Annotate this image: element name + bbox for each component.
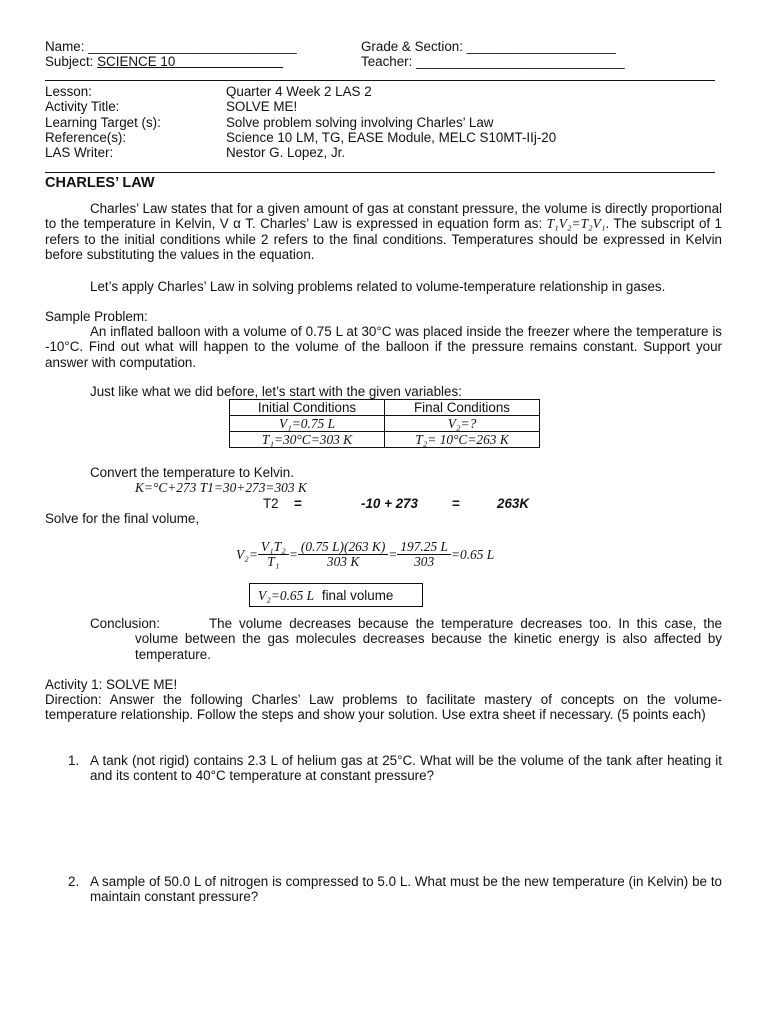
kelvin-conversion-formula: K=°C+273 T1=30+273=303 K	[135, 480, 307, 495]
name-row	[45, 39, 297, 54]
intro-lead: Charles’ Law states that for a given amount of gas at constant pressure, the volume is directly proportional to the temperature in Kelvin, V α T. Charles’ Law is expressed in equation form as:	[45, 201, 722, 232]
table-header: Initial Conditions	[230, 400, 385, 416]
table-row	[230, 416, 540, 432]
solve-label: Solve for the final volume,	[45, 511, 200, 526]
info-label-writer: LAS Writer:	[45, 145, 114, 160]
teacher-label: Teacher:	[361, 54, 413, 69]
conclusion-label: Conclusion:	[90, 616, 160, 631]
convert-label: Convert the temperature to Kelvin.	[90, 465, 294, 480]
activity-item-2: A sample of 50.0 L of nitrogen is compressed to 5.0 L. What must be the new temperature (in Kelvin) be to maintain constant pressure?	[90, 874, 722, 905]
item-number: 1.	[68, 753, 80, 768]
t2-equals-1: =	[294, 496, 302, 511]
intro-tail: . The subscript of 1 refers to the initial conditions while 2 refers to the final conditions. Temperatures should be expressed in Kelvin before substituting the values in the equation.	[45, 216, 722, 263]
equation-equals: =	[288, 546, 298, 562]
table-row	[230, 432, 540, 448]
subject-row	[45, 54, 283, 69]
info-value-target: Solve problem solving involving Charles’ Law	[226, 115, 494, 130]
info-label-activity: Activity Title:	[45, 99, 120, 114]
given-intro: Just like what we did before, let’s start with the given variables:	[90, 384, 462, 399]
equation-result: =0.65 L	[450, 546, 495, 562]
fraction-substituted	[298, 540, 388, 569]
info-divider	[45, 172, 715, 173]
t2-label: T2	[263, 496, 279, 511]
table-cell: V₁=0.75 L	[230, 416, 385, 432]
fraction-numerator: 197.25 L	[397, 540, 451, 555]
grade-blank[interactable]: ____________________	[466, 39, 616, 54]
equation-lhs: V₂=	[236, 546, 258, 562]
subject-value: SCIENCE 10	[97, 54, 176, 69]
final-volume-value: V₂=0.65 L	[258, 588, 315, 603]
sample-label: Sample Problem:	[45, 309, 148, 324]
info-value-lesson: Quarter 4 Week 2 LAS 2	[226, 84, 372, 99]
fraction-denominator: 303 K	[326, 554, 360, 569]
final-volume-box	[249, 583, 423, 607]
grade-row	[361, 39, 616, 54]
t2-result: 263K	[497, 496, 530, 511]
fraction-numerator: (0.75 L)(263 K)	[298, 540, 388, 555]
apply-paragraph: Let’s apply Charles’ Law in solving problems related to volume-temperature relationship in gases.	[90, 279, 666, 294]
info-value-activity: SOLVE ME!	[226, 99, 298, 114]
info-label-lesson: Lesson:	[45, 84, 92, 99]
fraction-denominator: T₁	[267, 554, 280, 569]
teacher-row	[361, 54, 625, 69]
name-blank[interactable]: ____________________________	[88, 39, 297, 54]
teacher-blank[interactable]: ____________________________	[416, 54, 625, 69]
table-header: Final Conditions	[385, 400, 540, 416]
activity-direction: Direction: Answer the following Charles’ Law problems to facilitate mastery of concepts on the volume-temperature relationship. Follow the steps and show your solution. Use extra sheet if necessary. (5 points each)	[45, 692, 722, 723]
item-number: 2.	[68, 874, 80, 889]
section-heading: CHARLES’ LAW	[45, 175, 155, 191]
sample-problem: An inflated balloon with a volume of 0.75 L at 30°C was placed inside the freezer where the temperature is -10°C. Find out what will happen to the volume of the balloon if the pressure remains constant. Support your answer with computation.	[45, 324, 722, 370]
header-divider	[45, 80, 715, 81]
info-value-reference: Science 10 LM, TG, EASE Module, MELC S10MT-IIj-20	[226, 130, 557, 145]
table-cell: V₂=?	[385, 416, 540, 432]
info-label-target: Learning Target (s):	[45, 115, 161, 130]
fraction-numerator: V₁T₂	[258, 540, 289, 555]
grade-label: Grade & Section:	[361, 39, 463, 54]
info-label-reference: Reference(s):	[45, 130, 127, 145]
info-value-writer: Nestor G. Lopez, Jr.	[226, 145, 346, 160]
given-variables-table	[229, 399, 540, 448]
t2-expression: -10 + 273	[361, 496, 418, 511]
fraction-symbolic	[258, 540, 289, 569]
subject-label: Subject:	[45, 54, 94, 69]
intro-paragraph	[45, 201, 722, 263]
table-cell: T₂= 10°C=263 K	[385, 432, 540, 448]
fraction-computed	[397, 540, 451, 569]
activity-title: Activity 1: SOLVE ME!	[45, 677, 178, 692]
final-volume-caption: final volume	[321, 588, 394, 603]
table-cell: T₁=30°C=303 K	[230, 432, 385, 448]
charles-equation: T₁V₂=T₂V₁	[546, 216, 606, 232]
final-volume-equation	[236, 540, 494, 569]
t2-equals-2: =	[452, 496, 460, 511]
activity-item-1: A tank (not rigid) contains 2.3 L of helium gas at 25°C. What will be the volume of the tank after heating it and its content to 40°C temperature at constant pressure?	[90, 753, 722, 784]
subject-blank	[175, 54, 283, 69]
name-label: Name:	[45, 39, 85, 54]
table-header-row	[230, 400, 540, 416]
fraction-denominator: 303	[414, 554, 435, 569]
equation-equals: =	[388, 546, 398, 562]
conclusion-text: The volume decreases because the temperature decreases too. In this case, the volume between the gas molecules decreases because the kinetic energy is also affected by temperature.	[135, 616, 722, 662]
